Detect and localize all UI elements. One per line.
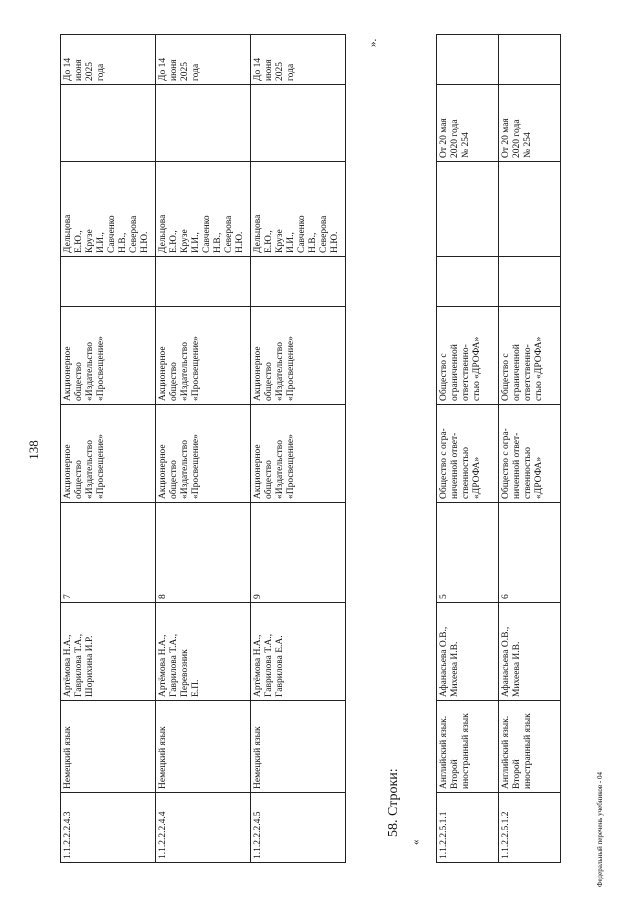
subject-cell: Немецкий язык — [61, 701, 156, 793]
authors-cell: Артёмова Н.А., Гаврилова Т.А., Шорихина И.Р. — [61, 603, 156, 701]
row-code: 1.1.2.2.2.4.4 — [156, 793, 251, 863]
table-row — [61, 35, 156, 863]
row-code: 1.1.2.2.2.4.5 — [251, 793, 346, 863]
rights-holder-cell: Акционерное общество «Издательство «Просвещение» — [251, 307, 346, 405]
experts-cell: Дельцова Е.Ю., Крузе И.И., Савченко Н.В., Северова Н.Ю. — [156, 162, 251, 257]
authors-cell: Афанасьева О.В., Михеева И.В. — [499, 603, 561, 701]
empty-cell — [437, 257, 499, 307]
grade-cell: 5 — [437, 503, 499, 603]
subject-cell: Немецкий язык — [156, 701, 251, 793]
order-cell: От 20 мая 2020 года № 254 — [499, 85, 561, 162]
publisher-cell: Общество с огра- ниченной ответ- ственностью «ДРОФА» — [437, 405, 499, 503]
authors-cell: Артёмова Н.А., Гаврилова Т.А., Перевозник Е.П. — [156, 603, 251, 701]
subject-cell: Немецкий язык — [251, 701, 346, 793]
order-cell: От 20 мая 2020 года № 254 — [437, 85, 499, 162]
row-code: 1.1.2.2.2.4.3 — [61, 793, 156, 863]
textbook-table-new-rows — [436, 34, 561, 863]
order-cell — [61, 85, 156, 162]
footer-note: Федеральный перечень учебников - 04 — [596, 772, 604, 887]
rights-holder-cell: Акционерное общество «Издательство «Просвещение» — [156, 307, 251, 405]
subject-cell: Английский язык. Второй иностранный язык — [499, 701, 561, 793]
rights-holder-cell: Акционерное общество «Издательство «Просвещение» — [61, 307, 156, 405]
authors-cell: Артёмова Н.А., Гаврилова Т.А., Гаврилова Е.А. — [251, 603, 346, 701]
empty-cell — [251, 257, 346, 307]
page-number: 138 — [26, 440, 41, 460]
order-cell — [251, 85, 346, 162]
closing-quote: ». — [367, 38, 379, 47]
authors-cell: Афанасьева О.В., Михеева И.В. — [437, 603, 499, 701]
subject-cell: Английский язык. Второй иностранный язык — [437, 701, 499, 793]
empty-cell — [61, 257, 156, 307]
grade-cell: 6 — [499, 503, 561, 603]
experts-cell — [437, 162, 499, 257]
deadline-cell: До 14 июня 2025 года — [156, 35, 251, 85]
table-row — [156, 35, 251, 863]
publisher-cell: Акционерное общество «Издательство «Просвещение» — [251, 405, 346, 503]
experts-cell — [499, 162, 561, 257]
textbook-table-continuation — [60, 34, 346, 863]
row-code: 1.1.2.2.5.1.2 — [499, 793, 561, 863]
rights-holder-cell: Общество с ограниченной ответственно- стью «ДРОФА» — [437, 307, 499, 405]
empty-cell — [499, 257, 561, 307]
table-row — [437, 35, 499, 863]
table-row — [251, 35, 346, 863]
publisher-cell: Общество с огра- ниченной ответ- ственностью «ДРОФА» — [499, 405, 561, 503]
opening-quote: « — [410, 839, 422, 845]
deadline-cell: До 14 июня 2025 года — [251, 35, 346, 85]
grade-cell: 9 — [251, 503, 346, 603]
experts-cell: Дельцова Е.Ю., Крузе И.И., Савченко Н.В., Северова Н.Ю. — [61, 162, 156, 257]
row-code: 1.1.2.2.5.1.1 — [437, 793, 499, 863]
section-heading: 58. Строки: — [386, 768, 401, 837]
table-row — [499, 35, 561, 863]
order-cell — [156, 85, 251, 162]
rights-holder-cell: Общество с ограниченной ответственно- стью «ДРОФА» — [499, 307, 561, 405]
publisher-cell: Акционерное общество «Издательство «Просвещение» — [61, 405, 156, 503]
deadline-cell — [499, 35, 561, 85]
grade-cell: 8 — [156, 503, 251, 603]
grade-cell: 7 — [61, 503, 156, 603]
deadline-cell: До 14 июня 2025 года — [61, 35, 156, 85]
experts-cell: Дельцова Е.Ю., Крузе И.И., Савченко Н.В., Северова Н.Ю. — [251, 162, 346, 257]
deadline-cell — [437, 35, 499, 85]
publisher-cell: Акционерное общество «Издательство «Просвещение» — [156, 405, 251, 503]
empty-cell — [156, 257, 251, 307]
